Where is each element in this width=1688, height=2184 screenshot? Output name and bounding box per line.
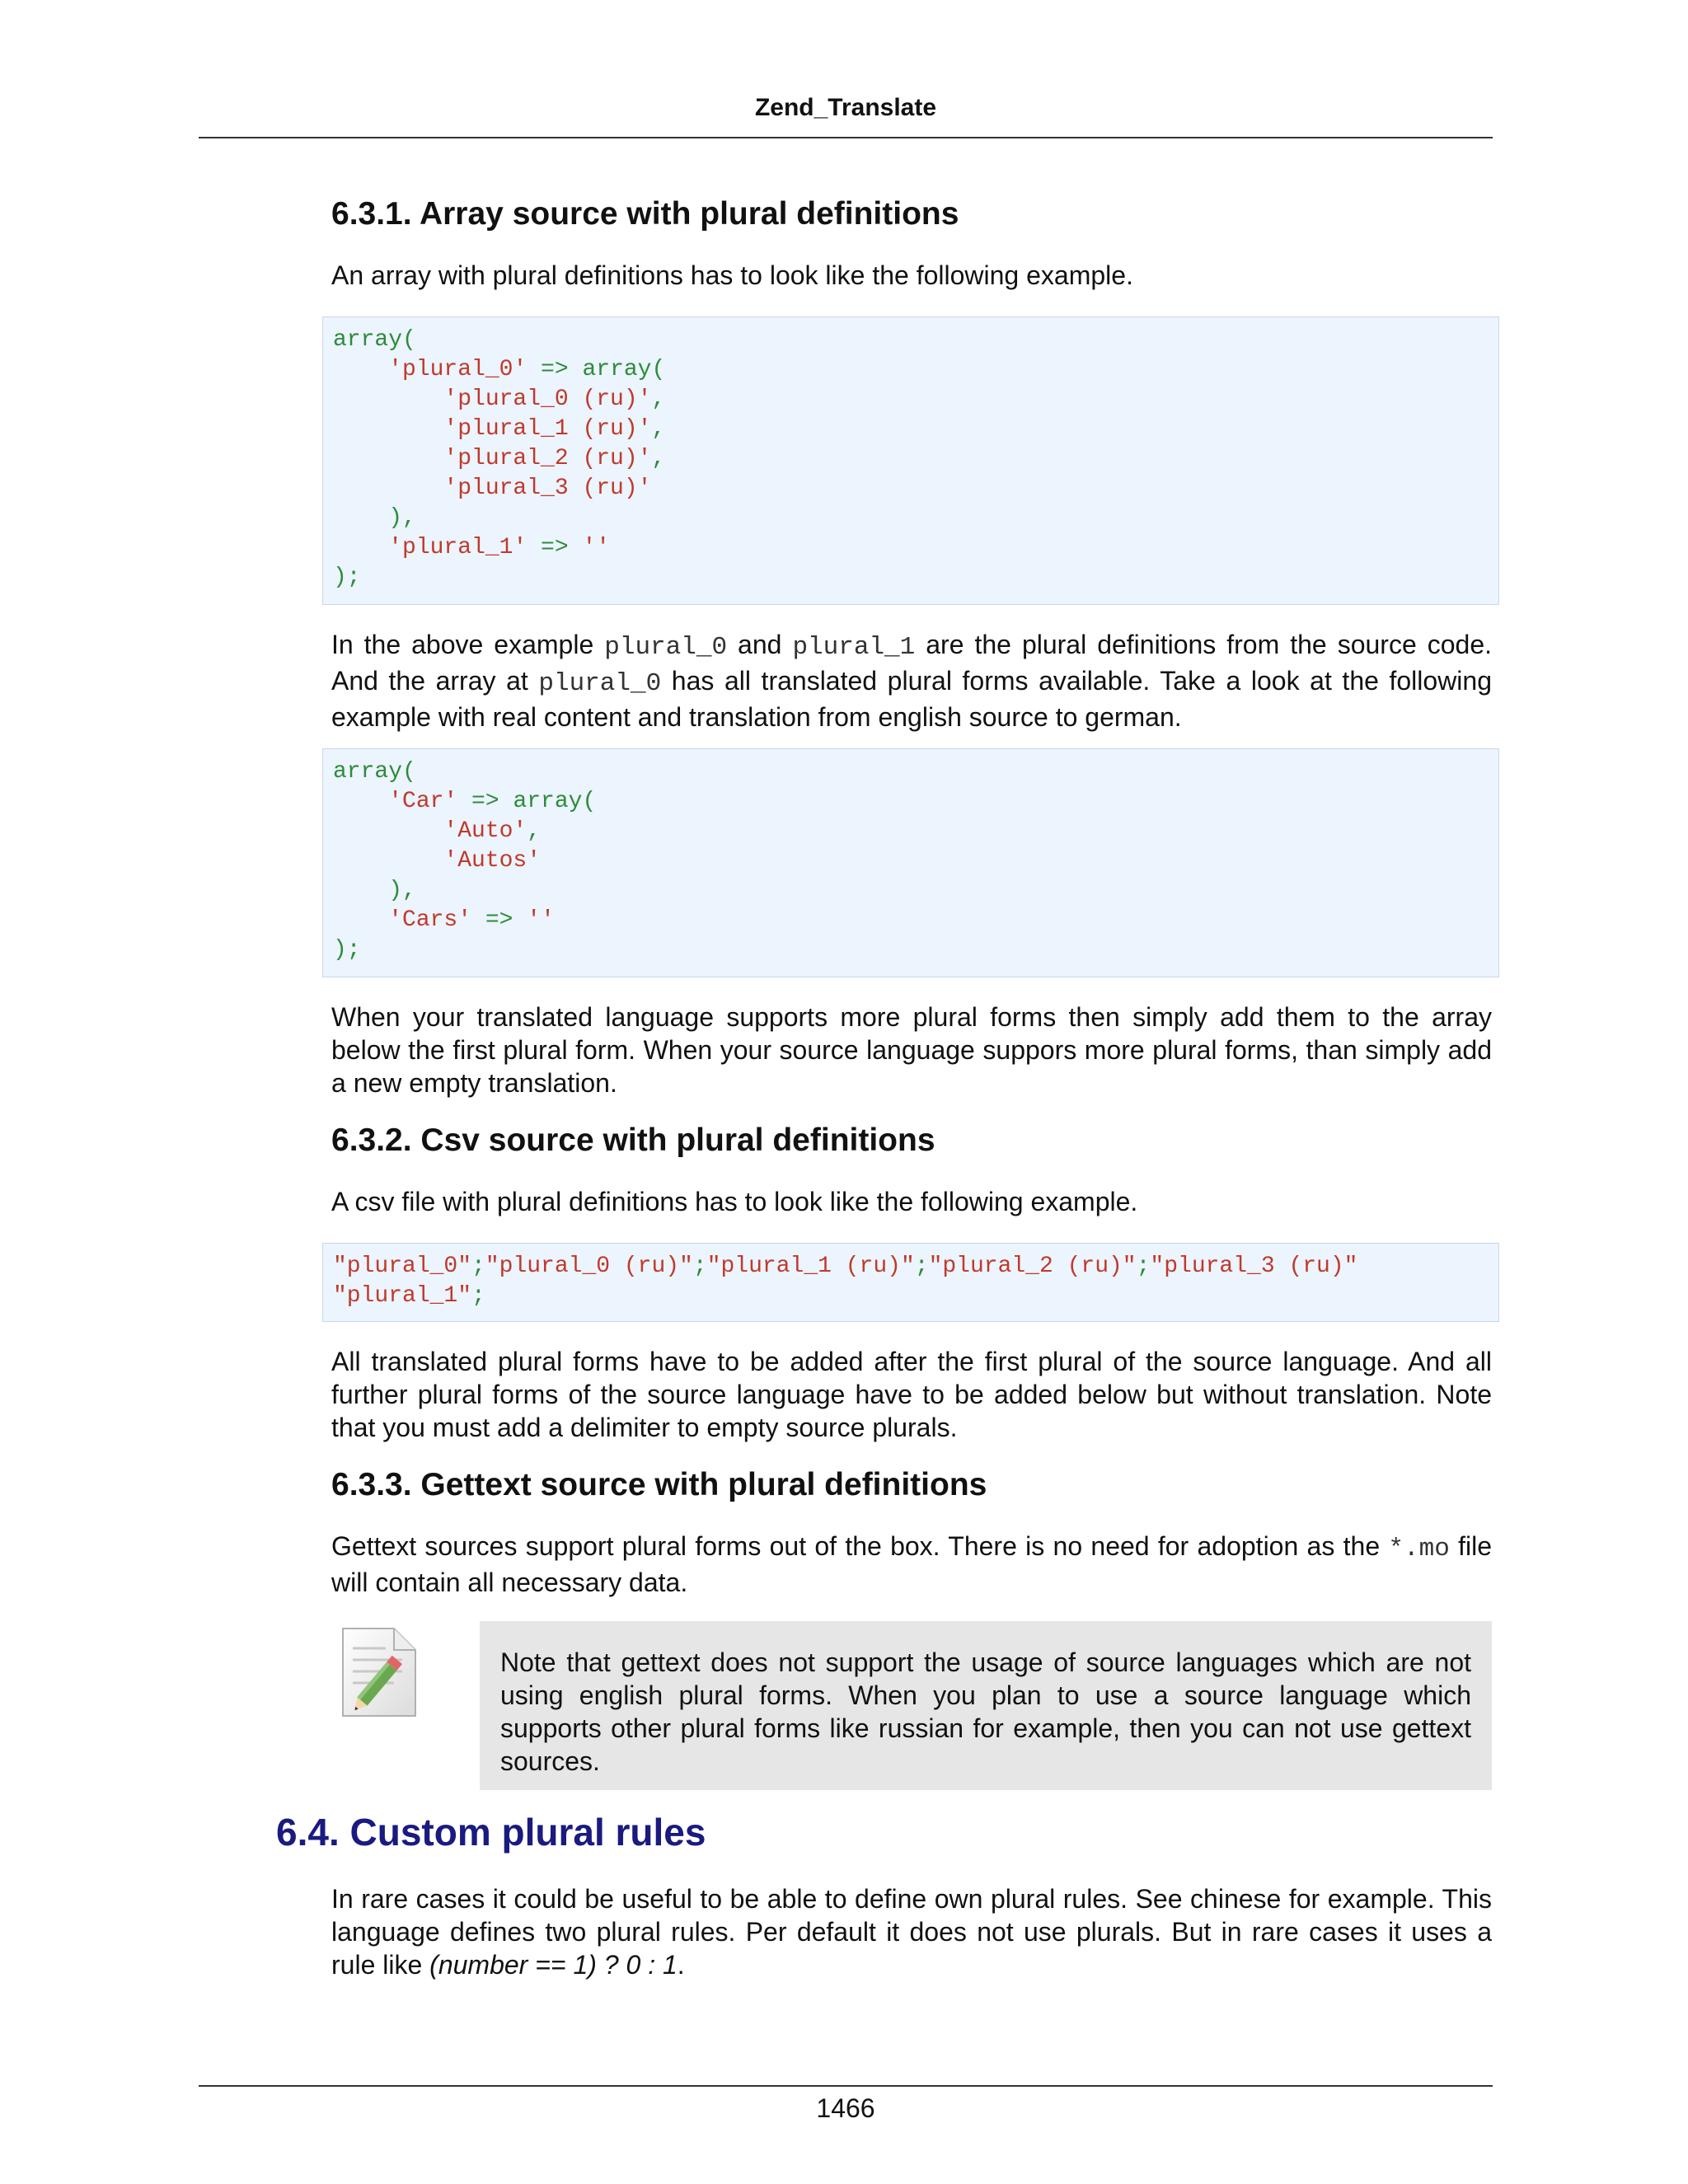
code-token bbox=[333, 446, 443, 471]
code-line bbox=[333, 535, 610, 560]
code-line bbox=[333, 818, 541, 844]
section-6-3-1-more-forms: When your translated language supports more plural forms then simply add them to the array below the first plural form. When your source language suppors more plural forms, than simply add a new empty translation. bbox=[331, 1002, 1492, 1098]
note-callout bbox=[480, 1621, 1492, 1790]
code-string-token: "plural_2 (ru)" bbox=[928, 1254, 1137, 1279]
code-line bbox=[333, 1283, 485, 1309]
code-line bbox=[333, 505, 416, 531]
code-token: ), bbox=[333, 878, 416, 903]
code-token: array( bbox=[333, 759, 416, 785]
code-string-token: 'Autos' bbox=[443, 848, 542, 874]
code-line bbox=[333, 357, 665, 382]
code-token: , bbox=[651, 387, 666, 412]
code-string-token: 'plural_0' bbox=[388, 357, 528, 382]
code-line bbox=[333, 446, 665, 471]
page-header-title: Zend_Translate bbox=[754, 94, 937, 121]
page-number: 1466 bbox=[816, 2093, 875, 2123]
section-heading-6-3-3: 6.3.3. Gettext source with plural definitions bbox=[331, 1467, 987, 1502]
code-token: => bbox=[471, 907, 528, 933]
header-divider bbox=[199, 137, 1493, 138]
code-token: ), bbox=[333, 505, 416, 531]
code-token: ; bbox=[692, 1254, 707, 1279]
code-token bbox=[333, 357, 388, 382]
code-token: ; bbox=[1136, 1254, 1151, 1279]
code-string-token: 'plural_0 (ru)' bbox=[443, 387, 652, 412]
code-token bbox=[333, 416, 443, 442]
code-string-token: 'Auto' bbox=[443, 818, 528, 844]
code-string-token: "plural_1" bbox=[333, 1283, 472, 1309]
code-string-token: "plural_1 (ru)" bbox=[706, 1254, 915, 1279]
code-token: => bbox=[527, 535, 583, 560]
code-token bbox=[333, 848, 443, 874]
inline-code-mo: *.mo bbox=[1388, 1535, 1450, 1563]
code-line bbox=[333, 476, 651, 501]
code-line bbox=[333, 416, 665, 442]
code-line bbox=[333, 1254, 1357, 1279]
section-6-4-text: In rare cases it could be useful to be able to define own plural rules. See chinese for example. This language defines two plural rules. Per default it does not use plurals. But in rare cases it uses a rule like (number == 1) ? 0 : 1. bbox=[331, 1884, 1492, 1980]
code-string-token: 'plural_2 (ru)' bbox=[443, 446, 652, 471]
code-line bbox=[333, 848, 541, 874]
code-string-token: "plural_3 (ru)" bbox=[1150, 1254, 1358, 1279]
code-string-token: 'plural_1' bbox=[388, 535, 528, 560]
code-token: array( bbox=[333, 327, 416, 353]
code-listing bbox=[323, 317, 1498, 593]
plural-rule-expression: (number == 1) ? 0 : 1 bbox=[429, 1950, 678, 1980]
code-token bbox=[333, 818, 443, 844]
code-token: , bbox=[651, 446, 666, 471]
code-token: => array( bbox=[527, 357, 666, 382]
code-listing bbox=[323, 749, 1498, 965]
code-line bbox=[333, 327, 416, 353]
code-string-token: "plural_0 (ru)" bbox=[485, 1254, 693, 1279]
code-token: ); bbox=[333, 937, 361, 963]
inline-code-plural-0: plural_0 bbox=[604, 633, 728, 662]
code-string-token: '' bbox=[527, 907, 555, 933]
code-token: ); bbox=[333, 565, 361, 590]
section-6-3-2-intro: A csv file with plural definitions has to look like the following example. bbox=[331, 1187, 1138, 1216]
code-listing bbox=[323, 1244, 1498, 1311]
code-token bbox=[333, 387, 443, 412]
note-text: Note that gettext does not support the usage of source languages which are not using english plural forms. When you plan to use a source language which supports other plural forms like russian for example, then you can not use gettext sources. bbox=[500, 1647, 1471, 1776]
footer-divider bbox=[199, 2085, 1493, 2087]
code-line bbox=[333, 759, 416, 785]
code-token: ; bbox=[471, 1254, 485, 1279]
note-pencil-icon bbox=[336, 1624, 424, 1721]
code-token: ; bbox=[914, 1254, 929, 1279]
code-token bbox=[333, 907, 388, 933]
code-line bbox=[333, 387, 665, 412]
code-string-token: 'plural_1 (ru)' bbox=[443, 416, 652, 442]
code-token: , bbox=[527, 818, 542, 844]
code-block-csv bbox=[322, 1243, 1499, 1322]
code-line bbox=[333, 907, 555, 933]
section-6-3-2-explanation: All translated plural forms have to be added after the first plural of the source language. And all further plural forms of the source language have to be added below but without translation. Note that you must add a delimiter to empty source plurals. bbox=[331, 1347, 1492, 1442]
code-string-token: '' bbox=[582, 535, 611, 560]
code-token bbox=[333, 789, 388, 814]
inline-code-plural-0: plural_0 bbox=[538, 669, 662, 698]
section-heading-6-3-2: 6.3.2. Csv source with plural definitions bbox=[331, 1122, 935, 1158]
code-string-token: 'Car' bbox=[388, 789, 458, 814]
code-token: => array( bbox=[457, 789, 597, 814]
code-token: , bbox=[651, 416, 666, 442]
code-string-token: 'Cars' bbox=[388, 907, 472, 933]
code-token: ; bbox=[471, 1283, 485, 1309]
code-block-array-example bbox=[322, 748, 1499, 977]
code-line bbox=[333, 565, 361, 590]
code-string-token: 'plural_3 (ru)' bbox=[443, 476, 652, 501]
code-token bbox=[333, 535, 388, 560]
code-line bbox=[333, 937, 361, 963]
section-6-3-3-intro: Gettext sources support plural forms out of the box. There is no need for adoption as the *.mo file will contain all necessary data. bbox=[331, 1531, 1493, 1597]
code-token bbox=[333, 476, 443, 501]
section-6-3-1-explanation: In the above example plural_0 and plural_1 are the plural definitions from the source code. And the array at plural_0 has all translated plural forms available. Take a look at the following example with real content and translation from english source to german. bbox=[331, 630, 1493, 732]
code-string-token: "plural_0" bbox=[333, 1254, 472, 1279]
section-heading-6-3-1: 6.3.1. Array source with plural definitions bbox=[331, 196, 959, 232]
inline-code-plural-1: plural_1 bbox=[792, 633, 916, 662]
code-block-array-plural bbox=[322, 316, 1499, 605]
code-line bbox=[333, 878, 416, 903]
section-6-3-1-intro: An array with plural definitions has to look like the following example. bbox=[331, 260, 1133, 290]
section-heading-6-4: 6.4. Custom plural rules bbox=[276, 1811, 706, 1854]
code-line bbox=[333, 789, 596, 814]
